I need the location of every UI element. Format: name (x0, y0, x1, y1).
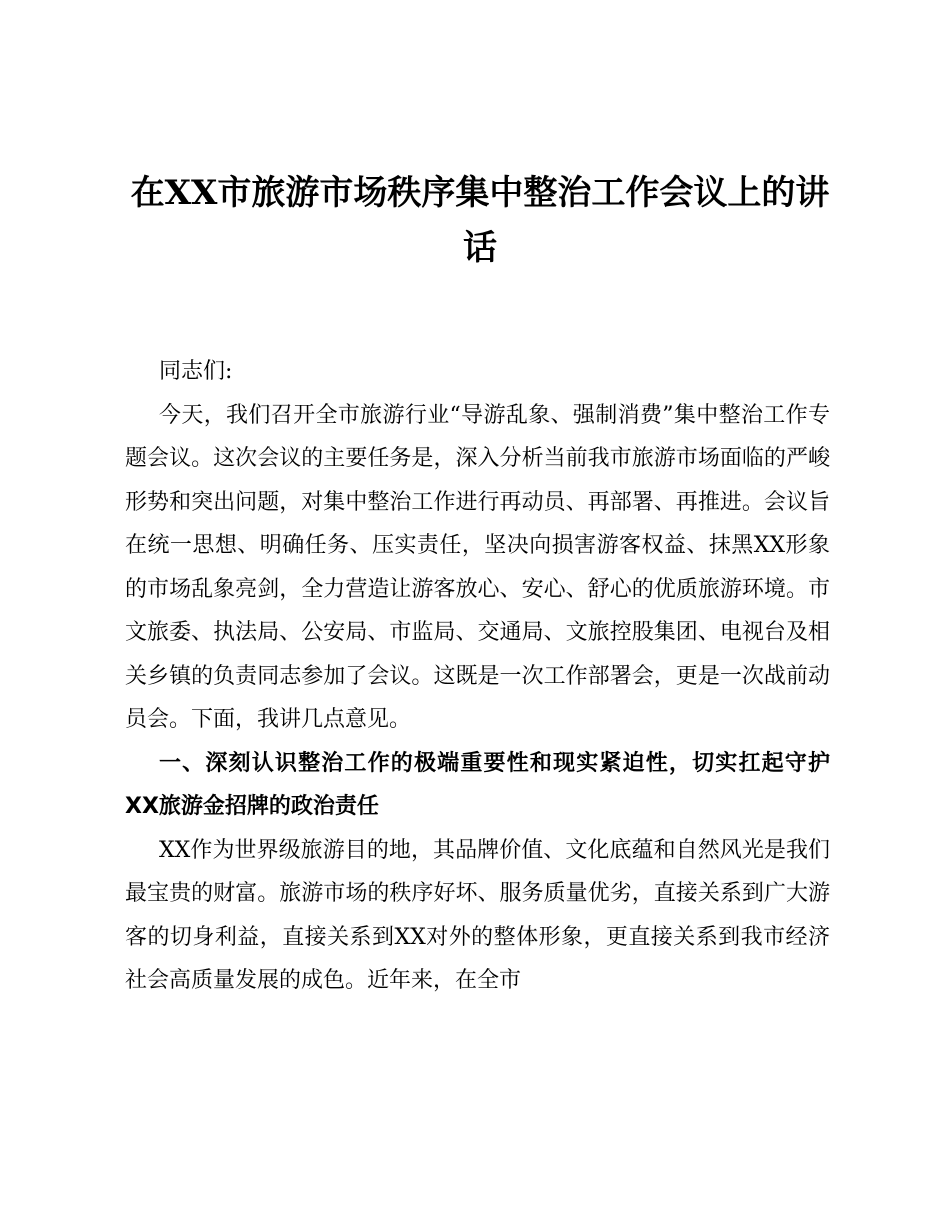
section-heading-1: 一、深刻认识整治工作的极端重要性和现实紧迫性，切实扛起守护XX旅游金招牌的政治责任 (125, 750, 830, 819)
paragraph-section-1: XX作为世界级旅游目的地，其品牌价值、文化底蕴和自然风光是我们最宝贵的财富。旅游市场的秩序好坏、服务质量优劣，直接关系到广大游客的切身利益，直接关系到XX对外的整体形象，更直接关系到我市经济社会高质量发展的成色。近年来，在全市 (125, 837, 830, 993)
document-body (125, 350, 830, 1003)
document-title: 在XX市旅游市场秩序集中整治工作会议上的讲话 (130, 173, 830, 268)
paragraph-intro: 今天，我们召开全市旅游行业“导游乱象、强制消费”集中整治工作专题会议。这次会议的主要任务是，深入分析当前我市旅游市场面临的严峻形势和突出问题，对集中整治工作进行再动员、再部署、再推进。会议旨在统一思想、明确任务、压实责任，坚决向损害游客权益、抹黑XX形象的市场乱象亮剑，全力营造让游客放心、安心、舒心的优质旅游环境。市文旅委、执法局、公安局、市监局、交通局、文旅控股集团、电视台及相关乡镇的负责同志参加了会议。这既是一次工作部署会，更是一次战前动员会。下面，我讲几点意见。 (125, 402, 830, 732)
salutation: 同志们: (159, 359, 233, 384)
